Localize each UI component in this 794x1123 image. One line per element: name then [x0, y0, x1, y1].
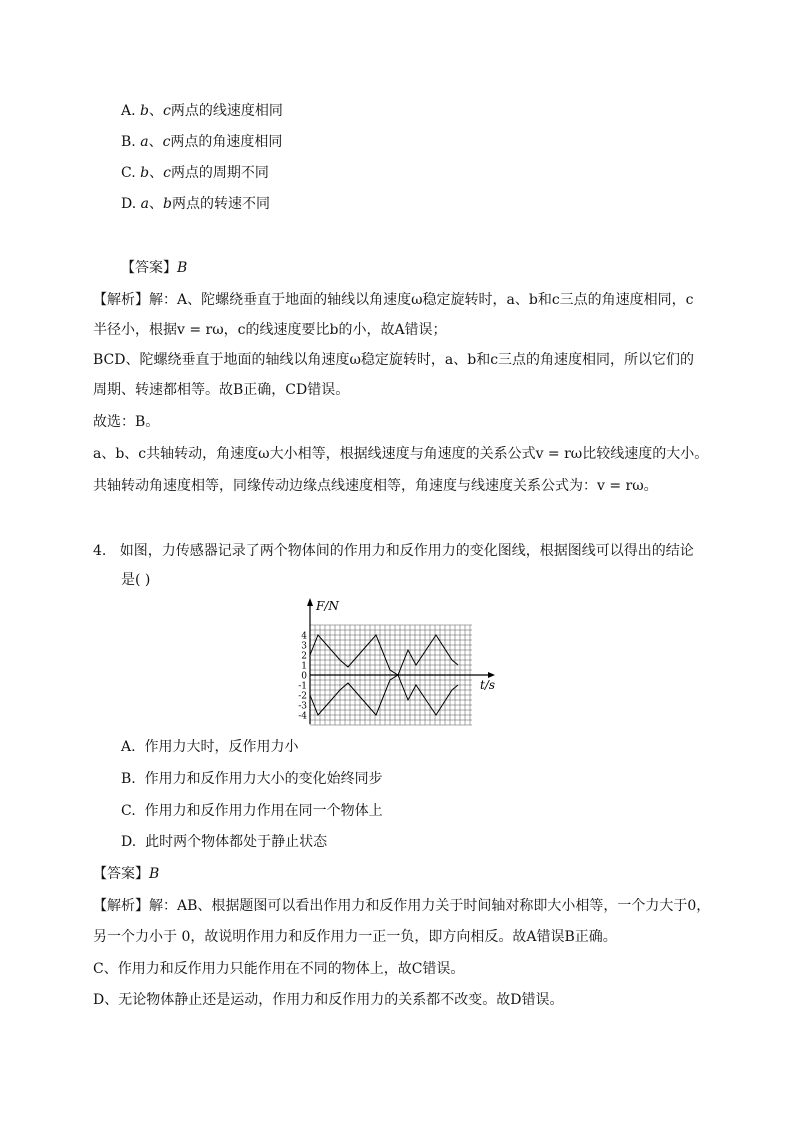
q4-analysis-line: D、无论物体静止还是运动，作用力和反作用力的关系都不改变。故D错误。: [93, 992, 564, 1008]
q4-stem-line: [93, 541, 694, 561]
f-axis-label: F/N: [316, 599, 339, 613]
analysis-tag: 【解析】: [93, 898, 149, 914]
option-label: B.: [121, 134, 136, 150]
option-sep: 、: [148, 134, 163, 150]
q3-answer: [121, 258, 187, 278]
q4-option-b: [121, 769, 383, 789]
option-sep: 、: [149, 196, 163, 212]
q4-analysis-line: C、作用力和反作用力只能作用在不同的物体上，故C错误。: [93, 961, 465, 977]
answer-value: B: [177, 260, 188, 276]
option-var: b: [140, 165, 150, 181]
option-label: C.: [121, 165, 136, 181]
question-stem: 如图，力传感器记录了两个物体间的作用力和反作用力的变化图线，根据图线可以得出的结论: [119, 543, 694, 559]
option-label: C.: [121, 803, 136, 819]
option-var: a: [140, 134, 149, 150]
option-var: c: [163, 165, 171, 181]
y-tick-label: -1: [298, 681, 307, 692]
option-label: A.: [121, 103, 136, 119]
q4-option-c: [121, 801, 383, 821]
q4-answer: [93, 864, 159, 884]
y-tick-labels: [298, 632, 307, 722]
y-tick-label: 0: [301, 671, 307, 682]
y-tick-label: -2: [298, 691, 307, 702]
q4-stem-line: 是( ): [121, 572, 151, 588]
option-var: c: [162, 103, 171, 119]
analysis-text: 解：AB、根据题图可以看出作用力和反作用力关于时间轴对称即大小相等，一个力大于0，: [149, 898, 711, 914]
q3-analysis-line: 周期、转速都相等。故B正确，CD错误。: [93, 382, 350, 398]
q3-option-d: [121, 194, 270, 214]
q3-analysis-line: 故选：B。: [93, 414, 160, 430]
y-tick-label: 4: [301, 631, 307, 642]
q3-option-a: [121, 101, 283, 121]
option-sep: 、: [149, 165, 164, 181]
y-tick-label: 1: [301, 661, 307, 672]
q3-analysis-line: BCD、陀螺绕垂直于地面的轴线以角速度ω稳定旋转时，a、b和c三点的角速度相同，所以它们的: [93, 352, 695, 368]
option-text: 两点的周期不同: [170, 165, 269, 181]
q3-option-b: [121, 132, 282, 152]
analysis-text: 解：A、陀螺绕垂直于地面的轴线以角速度ω稳定旋转时，a、b和c三点的角速度相同，c: [149, 292, 694, 308]
option-label: B.: [121, 771, 136, 787]
option-text: 两点的线速度相同: [170, 103, 283, 119]
y-tick-label: -3: [298, 701, 307, 712]
option-text: 两点的角速度相同: [170, 134, 283, 150]
y-tick-label: 3: [301, 641, 307, 652]
force-time-graph: [290, 596, 500, 726]
option-var: b: [163, 196, 172, 212]
t-axis-label: t/s: [480, 678, 496, 692]
option-label: A.: [121, 739, 136, 755]
f-axis-arrow: [307, 598, 313, 606]
option-text: 此时两个物体都处于静止状态: [145, 834, 328, 850]
answer-value: B: [149, 866, 160, 882]
y-tick-label: 2: [301, 651, 307, 662]
option-var: c: [162, 134, 171, 150]
answer-tag: 【答案】: [121, 260, 177, 276]
option-var: b: [140, 103, 149, 119]
option-label: D.: [121, 834, 137, 850]
option-text: 作用力和反作用力作用在同一个物体上: [144, 803, 383, 819]
q4-option-d: [121, 832, 327, 852]
option-text: 两点的转速不同: [171, 196, 270, 212]
y-tick-label: -4: [298, 711, 307, 722]
option-text: 作用力和反作用力大小的变化始终同步: [144, 771, 383, 787]
option-text: 作用力大时，反作用力小: [144, 739, 299, 755]
q3-option-c: [121, 163, 269, 183]
answer-tag: 【答案】: [93, 866, 149, 882]
q4-option-a: [121, 737, 298, 757]
q3-analysis-line: [93, 290, 694, 310]
option-sep: 、: [148, 103, 163, 119]
q4-analysis-line: [93, 896, 710, 916]
q3-analysis-line: 共轴转动角速度相等，同缘传动边缘点线速度相等，角速度与线速度关系公式为：v = rω。: [93, 478, 658, 494]
q4-analysis-line: 另一个力小于 0，故说明作用力和反作用力一正一负，即方向相反。故A错误B正确。: [93, 929, 617, 945]
question-number: 4.: [93, 543, 107, 559]
option-label: D.: [121, 196, 137, 212]
q3-analysis-line: a、b、c共轴转动，角速度ω大小相等，根据线速度与角速度的关系公式v = rω比较线速度的大小。: [93, 446, 709, 462]
option-var: a: [140, 196, 149, 212]
q3-analysis-line: 半径小，根据v = rω，c的线速度要比b的小，故A错误；: [93, 322, 447, 338]
analysis-tag: 【解析】: [93, 292, 149, 308]
